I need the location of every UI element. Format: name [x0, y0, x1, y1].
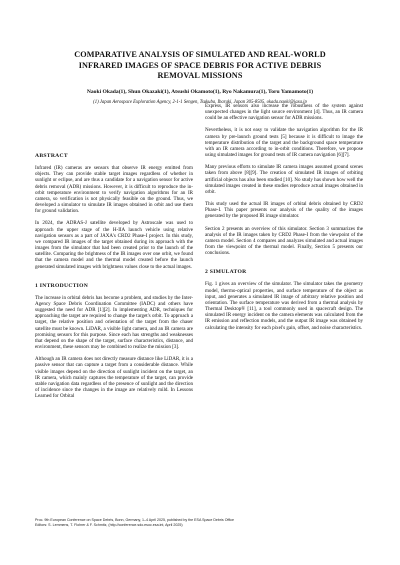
- simulator-paragraph-1: Fig. 1 gives an overview of the simulator. The simulator takes the geometry model, thermo-optical properties, and surface temperature of the object as input, and generates a simulated IR image of arbitrary relative position and orientation. The surface temperature was derived from a thermal analysis by Thermal Desktop® [11], a tool commonly used in spacecraft design. The simulated IR energy incident on the camera elements was calculated from the IR emission and reflection models, and the output IR image was obtained by calculating the intensity for each pixel's gain, offset, and noise characteristics.: [205, 281, 363, 331]
- body-paragraph-5: Section 2 presents an overview of this simulator. Section 3 summarizes the analysis of the IR images taken by CRD2 Phase-I from the viewpoint of the camera model. Section 4 compares and analyzes simulated and actual images from the viewpoint of the thermal model. Finally, Section 5 presents our conclusions.: [205, 225, 363, 257]
- right-column: [205, 103, 363, 337]
- title-line-3: REMOVAL MISSIONS: [157, 71, 243, 80]
- title-line-2: INFRARED IMAGES OF SPACE DEBRIS FOR ACTIVE DEBRIS: [78, 60, 322, 70]
- paper-title: [40, 50, 360, 82]
- footer-line-1: Proc. 9th European Conference on Space Debris, Bonn, Germany, 1–4 April 2025, published by the ESA Space Debris Office: [35, 518, 235, 522]
- introduction-paragraph-2: Although an IR camera does not directly measure distance like LiDAR, it is a passive sensor that can capture a target from a considerable distance. While visible images depend on the direction of sunlight incident on the target, an IR camera, which mainly captures the temperature of the target, can provide stable navigation data regardless of the presence of sunlight and the direction of incidence since the changes in the image are relatively mild. In Lessons Learned for Orbital: [35, 356, 193, 400]
- introduction-paragraph-1: The increase in orbital debris has become a problem, and studies by the Inter-Agency Space Debris Coordination Committee (IADC) and others have suggested the need for ADR [1][2]. In implementing ADR, techniques for approaching the target are required to change the target's orbit. To approach a target, the relative position and orientation of the target from the chaser satellite must be known. LiDAR, a visible light camera, and an IR camera are promising sensors for this purpose. Since each has strengths and weaknesses that depend on the shape of the target, surface characteristics, distance, and environment, these sensors may be combined to realize the mission [3].: [35, 294, 193, 351]
- footer-line-2: Editors: S. Lemmens, T. Flohrer & F. Schmitz, (http://conference.sdo.esoc.esa.int, April 2025): [35, 523, 183, 527]
- simulator-heading: 2 SIMULATOR: [205, 269, 247, 276]
- affiliation: (1) Japan Aerospace Exploration Agency, 2-1-1 Sengen, Tsukuba, Ibaraki, Japan 305-8505, okada.naoki@jaxa.jp: [93, 100, 307, 105]
- title-line-1: COMPARATIVE ANALYSIS OF SIMULATED AND REAL-WORLD: [74, 50, 326, 59]
- body-paragraph-2: Nevertheless, it is not easy to validate the navigation algorithm for the IR camera by pre-launch ground tests [5] because it is difficult to image the temperature distribution of the target and the background space temperature with an IR camera according to in-orbit conditions. Therefore, we propose using simulated images for ground tests of IR camera navigation [6][7].: [205, 127, 363, 159]
- author-list: Naoki Okada(1), Shun Okazaki(1), Atsushi Okamoto(1), Ryo Nakamura(1), Toru Yamamoto(1): [86, 89, 314, 95]
- page-footer: [35, 518, 375, 528]
- abstract-paragraph-1: Infrared (IR) cameras are sensors that observe IR energy emitted from objects. They can provide stable target images regardless of whether in sunlight or eclipse, and are thus a candidate for a navigation sensor for active debris removal (ADR) missions. However, it is difficult to reproduce the in-orbit temperature environment to verify navigation algorithms for an IR camera, so verification is not physically feasible on the ground. Thus, we developed a simulator to simulate IR images obtained in orbit and use them for ground validation.: [35, 165, 193, 215]
- left-column: [35, 117, 193, 405]
- abstract-paragraph-2: In 2024, the ADRAS-J satellite developed by Astroscale was used to approach the upper stage of the H-IIA launch vehicle using relative navigation sensors as a part of JAXA's CRD2 Phase-I project. In this study, we compared IR images of the target obtained during its approach with the images from the simulator that had been created prior to the launch of the satellite. Comparing the brightness of the IR images over one orbit, we found that the camera model and the thermal model created before the launch generated simulated images with brightness values close to the actual images.: [35, 220, 193, 270]
- body-paragraph-3: Many previous efforts to simulate IR camera images assumed ground scenes taken from above [8][9]. The creation of simulated IR images of orbiting artificial objects has also been studied [10]. No study has shown how well the simulated images created in these studies reproduce actual images obtained in orbit.: [205, 164, 363, 195]
- abstract-heading: ABSTRACT: [35, 153, 68, 159]
- body-paragraph-1: Express, IR sensors also increase the robustness of the system against unexpected changes in the light source environment [4]. Thus, an IR camera could be an effective navigation sensor for ADR missions.: [205, 103, 363, 122]
- body-paragraph-4: This study used the actual IR images of orbital debris obtained by CRD2 Phase-I. This paper presents our analysis of the quality of the images generated by the proposed IR image simulator.: [205, 201, 363, 220]
- introduction-heading: 1 INTRODUCTION: [35, 282, 89, 289]
